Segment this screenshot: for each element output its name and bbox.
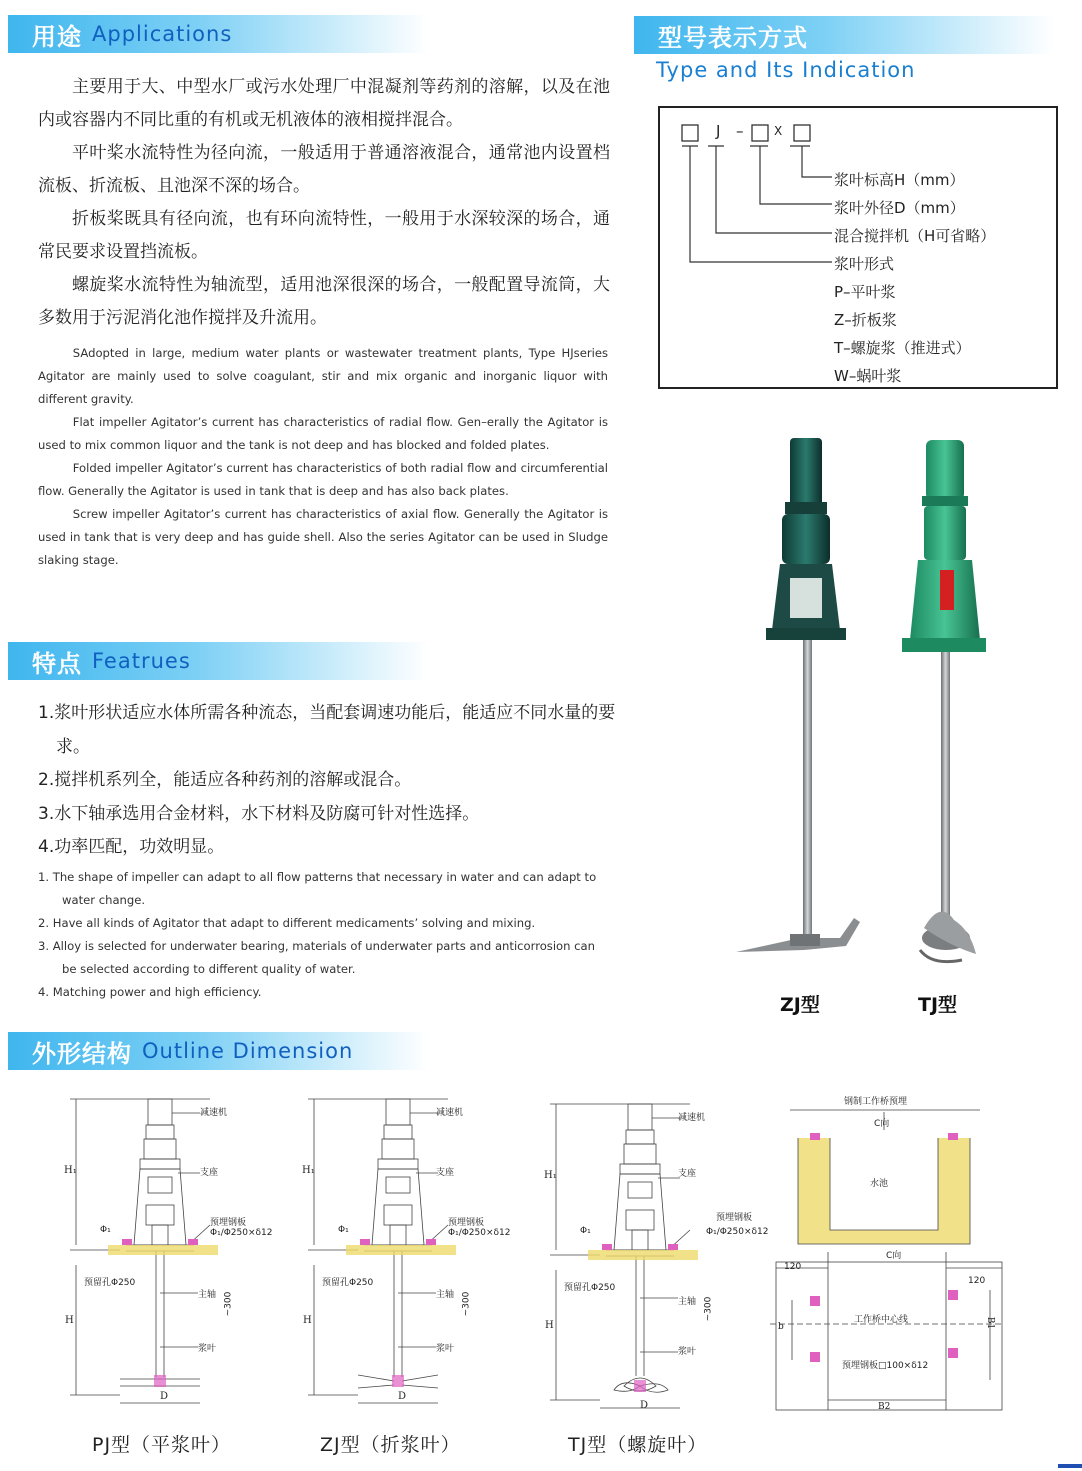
- caption-zj: ZJ型（折浆叶）: [320, 1434, 461, 1456]
- type-line-t: T–螺旋浆（推进式）: [834, 339, 971, 357]
- type-code-j: J: [716, 122, 721, 140]
- zj-agitator-photo: [736, 438, 860, 952]
- tj-label-h1: H₁: [544, 1170, 557, 1181]
- pj-label-impeller: 浆叶: [198, 1344, 217, 1354]
- applications-en-text: [38, 342, 608, 572]
- tj-label-phi1: Φ₁: [580, 1226, 591, 1236]
- applications-zh-paragraph: 折板桨既具有径向流，也有环向流特性，一般用于水深较深的场合，通常民要求设置挡流板。: [38, 209, 610, 262]
- pj-outline-drawing: [60, 1085, 300, 1420]
- type-indication-header-en: Type and Its Indication: [656, 58, 916, 82]
- zj-label-support: 支座: [436, 1168, 455, 1178]
- applications-zh-paragraph: 螺旋桨水流特性为轴流型，适用池深很深的场合，一般配置导流筒，大多数用于污泥消化池作搅拌及升流用。: [38, 275, 610, 328]
- pool-label-b1: B1: [985, 1316, 996, 1330]
- tj-label-shaft: 主轴: [678, 1297, 697, 1307]
- zj-label-impeller: 浆叶: [436, 1344, 455, 1354]
- type-line-impeller-form: 浆叶形式: [834, 255, 895, 273]
- applications-en-paragraph: Flat impeller Agitator’s current has characteristics of radial flow. Gen–erally the Agitator is used to mix common liquor and the tank is not deep and has blocked and folded plates.: [38, 415, 608, 452]
- pj-label-hole: 预留孔Φ250: [84, 1278, 136, 1288]
- pj-label-embedded-plate: 预埋钢板: [210, 1218, 247, 1228]
- type-line-mixer: 混合搅拌机（H可省略）: [834, 227, 996, 245]
- pj-label-h: H: [65, 1315, 74, 1326]
- pool-label-pool: 水池: [870, 1179, 889, 1189]
- features-header-en: Featrues: [92, 649, 191, 673]
- features-zh-item: 2.搅拌机系列全，能适应各种药剂的溶解或混合。: [38, 770, 412, 790]
- outline-header: [8, 1032, 428, 1070]
- applications-zh-text: [38, 71, 610, 335]
- tj-label-reducer: 减速机: [678, 1113, 706, 1123]
- pj-label-shaft: 主轴: [198, 1290, 217, 1300]
- features-zh-item: 1.浆叶形状适应水体所需各种流态，当配套调速功能后，能适应不同水量的要求。: [38, 703, 616, 757]
- pj-label-h1: H₁: [64, 1165, 77, 1176]
- type-line-w: W–蜗叶浆: [834, 367, 902, 385]
- pj-label-300: ~300: [223, 1291, 234, 1317]
- pj-label-d: D: [160, 1391, 169, 1402]
- type-line-p: P–平叶浆: [834, 283, 896, 301]
- applications-header-cn: 用途: [32, 22, 82, 51]
- zj-label-h: H: [303, 1315, 312, 1326]
- caption-pj: PJ型（平浆叶）: [92, 1434, 232, 1456]
- tj-outline-drawing: [540, 1090, 780, 1425]
- outline-header-en: Outline Dimension: [142, 1039, 354, 1063]
- zj-label-phi1: Φ₁: [338, 1225, 349, 1235]
- type-line-height: 浆叶标高H（mm）: [834, 171, 965, 189]
- tj-agitator-photo: [902, 440, 986, 962]
- type-indication-header-cn: 型号表示方式: [658, 23, 808, 52]
- tj-label-plate-spec: Φ₁/Φ250×δ12: [706, 1227, 769, 1237]
- zj-label-h1: H₁: [302, 1165, 315, 1176]
- features-header-cn: 特点: [32, 649, 82, 678]
- pj-label-reducer: 减速机: [200, 1108, 228, 1118]
- photo-label-zj: ZJ型: [780, 994, 820, 1016]
- tj-label-embedded-plate: 预埋钢板: [716, 1213, 753, 1223]
- type-code-dash: –: [736, 122, 744, 140]
- applications-en-paragraph: Folded impeller Agitator’s current has characteristics of both radial flow and circumferential flow. Generally the Agitator is used in tank that is deep and has also back plates.: [38, 461, 608, 498]
- photo-label-tj: TJ型: [918, 994, 958, 1016]
- zj-label-reducer: 减速机: [436, 1108, 464, 1118]
- tj-label-d: D: [640, 1400, 649, 1411]
- tj-label-hole: 预留孔Φ250: [564, 1283, 616, 1293]
- type-line-diameter: 浆叶外径D（mm）: [834, 199, 965, 217]
- tj-label-impeller: 浆叶: [678, 1347, 697, 1357]
- tj-label-300: ~300: [703, 1296, 714, 1322]
- features-en-item: 1. The shape of impeller can adapt to all flow patterns that necessary in water and can adapt to water change.: [38, 870, 597, 907]
- features-header: [8, 642, 428, 680]
- zj-label-hole: 预留孔Φ250: [322, 1278, 374, 1288]
- zj-label-d: D: [398, 1391, 407, 1402]
- page-corner-mark: [1058, 1464, 1082, 1468]
- features-zh-item: 4.功率匹配，功效明显。: [38, 837, 225, 857]
- features-en-list: [38, 866, 604, 1004]
- tj-label-h: H: [545, 1320, 554, 1331]
- pool-label-plate: 预埋钢板□100×δ12: [842, 1361, 929, 1371]
- pool-label-top: 钢制工作桥预埋: [844, 1097, 908, 1107]
- agitator-photos: [640, 420, 1060, 980]
- features-zh-item: 3.水下轴承选用合金材料，水下材料及防腐可针对性选择。: [38, 803, 480, 824]
- zj-outline-drawing: [298, 1085, 538, 1420]
- pool-label-120-right: 120: [968, 1276, 986, 1286]
- zj-label-plate-spec: Φ₁/Φ250×δ12: [448, 1228, 511, 1238]
- applications-zh-paragraph: 平叶桨水流特性为径向流，一般适用于普通溶液混合，通常池内设置档流板、折流板、且池深不深的场合。: [38, 143, 610, 196]
- zj-label-embedded-plate: 预埋钢板: [448, 1218, 485, 1228]
- features-en-item: 2. Have all kinds of Agitator that adapt to different medicaments’ solving and mixing.: [38, 916, 536, 930]
- type-line-z: Z–折板浆: [834, 311, 897, 329]
- features-zh-list: [38, 697, 618, 865]
- pool-label-c-dir-mid: C向: [886, 1251, 902, 1261]
- features-en-item: 4. Matching power and high efficiency.: [38, 985, 262, 999]
- tj-label-support: 支座: [678, 1169, 697, 1179]
- zj-label-shaft: 主轴: [436, 1290, 455, 1300]
- pool-plan-drawing: [770, 1090, 1020, 1420]
- applications-header: [8, 15, 428, 53]
- type-code-box: [658, 106, 1058, 389]
- features-en-item: 3. Alloy is selected for underwater bearing, materials of underwater parts and anticorrosion can be selected according to different quality of water.: [38, 939, 596, 976]
- pool-label-b: b: [778, 1322, 784, 1332]
- applications-en-paragraph: Screw impeller Agitator’s current has characteristics of axial flow. Generally the Agitator is used in tank that is very deep and has guide shell. Also the series Agitator can be used in Sludge slaking stage.: [38, 507, 608, 567]
- zj-label-300: ~300: [461, 1291, 472, 1317]
- pj-label-support: 支座: [200, 1168, 219, 1178]
- pool-label-center-line: 工作桥中心线: [854, 1315, 909, 1325]
- applications-header-en: Applications: [92, 22, 233, 46]
- pool-label-120-left: 120: [784, 1262, 802, 1272]
- pj-label-phi1: Φ₁: [100, 1225, 111, 1235]
- pool-label-c-dir-top: C向: [874, 1119, 890, 1129]
- outline-header-cn: 外形结构: [32, 1039, 132, 1068]
- pool-label-b2: B2: [878, 1402, 891, 1412]
- applications-zh-paragraph: 主要用于大、中型水厂或污水处理厂中混凝剂等药剂的溶解，以及在池内或容器内不同比重的有机或无机液体的液相搅拌混合。: [38, 77, 610, 130]
- type-code-x: X: [774, 124, 783, 138]
- applications-en-paragraph: SAdopted in large, medium water plants or wastewater treatment plants, Type HJseries Agitator are mainly used to solve coagulant, stir and mix organic and inorganic liquor with different gravity.: [38, 346, 608, 406]
- caption-tj: TJ型（螺旋叶）: [568, 1434, 708, 1456]
- type-indication-header: [634, 16, 1054, 54]
- pj-label-plate-spec: Φ₁/Φ250×δ12: [210, 1228, 273, 1238]
